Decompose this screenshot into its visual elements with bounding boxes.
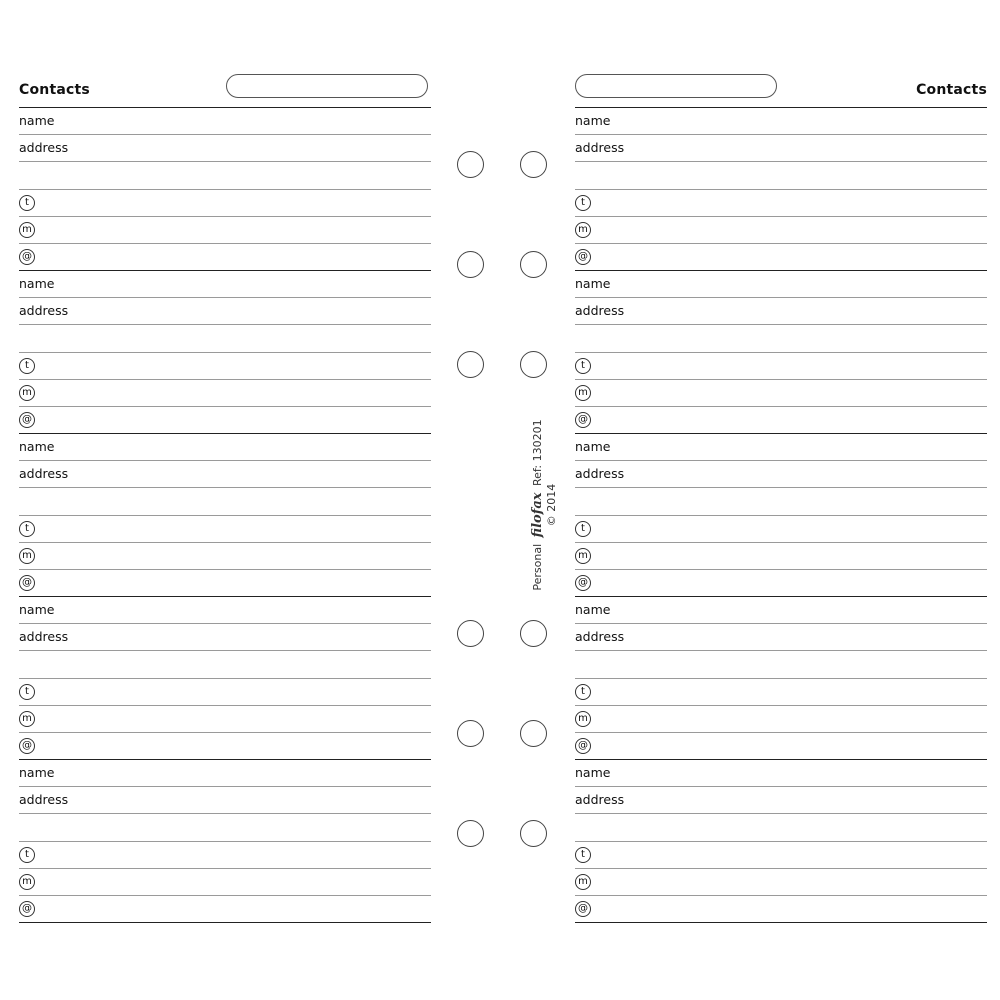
address-line[interactable]	[19, 461, 431, 488]
telephone-icon: t	[575, 195, 591, 211]
name-label: name	[575, 602, 611, 617]
name-line[interactable]	[19, 597, 431, 624]
name-label: name	[575, 276, 611, 291]
email-line[interactable]	[575, 407, 987, 434]
telephone-icon: t	[19, 847, 35, 863]
punch-hole	[520, 151, 547, 178]
telephone-line[interactable]	[575, 190, 987, 217]
name-line[interactable]	[575, 108, 987, 135]
punch-hole	[457, 351, 484, 378]
telephone-icon: t	[575, 521, 591, 537]
address-line-2[interactable]	[19, 488, 431, 515]
imprint-prefix: Personal	[531, 543, 544, 591]
contact-entry	[575, 271, 987, 434]
right-page-header	[575, 72, 987, 108]
mobile-icon: m	[19, 385, 35, 401]
name-label: name	[19, 765, 55, 780]
index-tab	[226, 74, 428, 98]
email-icon: @	[575, 901, 591, 917]
telephone-icon: t	[19, 358, 35, 374]
imprint-ref: Ref: 130201	[531, 419, 544, 486]
mobile-icon: m	[575, 385, 591, 401]
contact-entry	[19, 597, 431, 760]
email-icon: @	[575, 575, 591, 591]
contact-entry	[575, 434, 987, 597]
address-line[interactable]	[19, 135, 431, 162]
address-line[interactable]	[575, 787, 987, 814]
name-label: name	[575, 439, 611, 454]
telephone-line[interactable]	[575, 516, 987, 543]
mobile-line[interactable]	[19, 543, 431, 570]
email-icon: @	[575, 249, 591, 265]
telephone-line[interactable]	[575, 353, 987, 380]
email-line[interactable]	[575, 570, 987, 597]
telephone-line[interactable]	[575, 842, 987, 869]
address-line-2[interactable]	[19, 651, 431, 678]
address-line-2[interactable]	[575, 162, 987, 189]
name-label: name	[19, 113, 55, 128]
punch-hole	[457, 151, 484, 178]
contact-entry	[19, 271, 431, 434]
name-line[interactable]	[575, 271, 987, 298]
name-line[interactable]	[575, 760, 987, 787]
name-label: name	[575, 113, 611, 128]
address-line[interactable]	[575, 461, 987, 488]
telephone-line[interactable]	[19, 190, 431, 217]
name-line[interactable]	[575, 597, 987, 624]
mobile-icon: m	[575, 222, 591, 238]
mobile-icon: m	[19, 874, 35, 890]
telephone-icon: t	[575, 847, 591, 863]
telephone-line[interactable]	[19, 679, 431, 706]
name-line[interactable]	[19, 271, 431, 298]
address-label: address	[19, 303, 69, 319]
telephone-line[interactable]	[19, 516, 431, 543]
name-label: name	[19, 439, 55, 454]
telephone-icon: t	[19, 521, 35, 537]
imprint-copyright: © 2014	[545, 483, 558, 527]
punch-hole	[520, 251, 547, 278]
telephone-icon: t	[19, 684, 35, 700]
mobile-icon: m	[575, 548, 591, 564]
contact-entry	[575, 760, 987, 923]
name-line[interactable]	[575, 434, 987, 461]
email-line[interactable]	[575, 244, 987, 271]
email-icon: @	[575, 412, 591, 428]
mobile-line[interactable]	[575, 543, 987, 570]
mobile-line[interactable]	[575, 380, 987, 407]
address-label: address	[575, 792, 625, 808]
address-line[interactable]	[19, 787, 431, 814]
email-icon: @	[19, 738, 35, 754]
address-label: address	[575, 303, 625, 319]
punch-hole	[520, 720, 547, 747]
mobile-icon: m	[19, 222, 35, 238]
email-line[interactable]	[19, 896, 431, 923]
email-line[interactable]	[19, 244, 431, 271]
mobile-line[interactable]	[575, 217, 987, 244]
mobile-icon: m	[19, 548, 35, 564]
address-line-2[interactable]	[575, 814, 987, 841]
mobile-line[interactable]	[19, 217, 431, 244]
email-line[interactable]	[19, 407, 431, 434]
address-line[interactable]	[575, 135, 987, 162]
mobile-line[interactable]	[19, 706, 431, 733]
email-line[interactable]	[19, 733, 431, 760]
name-label: name	[19, 602, 55, 617]
filofax-imprint	[530, 419, 558, 590]
address-label: address	[575, 466, 625, 482]
mobile-icon: m	[19, 711, 35, 727]
address-label: address	[19, 140, 69, 156]
email-line[interactable]	[575, 733, 987, 760]
address-line-2[interactable]	[575, 488, 987, 515]
mobile-icon: m	[575, 711, 591, 727]
punch-hole	[520, 820, 547, 847]
telephone-line[interactable]	[19, 842, 431, 869]
index-tab	[575, 74, 777, 98]
brand-logo: filofax	[530, 492, 545, 538]
address-line[interactable]	[19, 298, 431, 325]
punch-hole	[457, 620, 484, 647]
punch-hole	[457, 251, 484, 278]
page-title: Contacts	[916, 82, 987, 98]
mobile-line[interactable]	[575, 869, 987, 896]
name-label: name	[575, 765, 611, 780]
punch-hole	[520, 620, 547, 647]
name-line[interactable]	[19, 760, 431, 787]
address-line[interactable]	[19, 624, 431, 651]
email-icon: @	[19, 412, 35, 428]
address-line[interactable]	[575, 624, 987, 651]
mobile-line[interactable]	[19, 869, 431, 896]
email-line[interactable]	[575, 896, 987, 923]
address-label: address	[575, 140, 625, 156]
address-line-2[interactable]	[19, 814, 431, 841]
contact-entry	[19, 108, 431, 271]
telephone-icon: t	[575, 358, 591, 374]
email-icon: @	[19, 901, 35, 917]
name-line[interactable]	[19, 434, 431, 461]
email-line[interactable]	[19, 570, 431, 597]
punch-hole	[457, 720, 484, 747]
name-label: name	[19, 276, 55, 291]
punch-hole	[520, 351, 547, 378]
address-line[interactable]	[575, 298, 987, 325]
mobile-icon: m	[575, 874, 591, 890]
address-line-2[interactable]	[575, 651, 987, 678]
contact-entry	[19, 434, 431, 597]
address-label: address	[575, 629, 625, 645]
contact-entry	[575, 108, 987, 271]
mobile-line[interactable]	[575, 706, 987, 733]
contact-entry	[575, 597, 987, 760]
email-icon: @	[575, 738, 591, 754]
page-title: Contacts	[19, 82, 90, 98]
telephone-icon: t	[575, 684, 591, 700]
telephone-line[interactable]	[19, 353, 431, 380]
telephone-icon: t	[19, 195, 35, 211]
punch-hole	[457, 820, 484, 847]
contact-entry	[19, 760, 431, 923]
address-label: address	[19, 466, 69, 482]
address-line-2[interactable]	[575, 325, 987, 352]
address-line-2[interactable]	[19, 162, 431, 189]
mobile-line[interactable]	[19, 380, 431, 407]
address-label: address	[19, 629, 69, 645]
email-icon: @	[19, 575, 35, 591]
address-line-2[interactable]	[19, 325, 431, 352]
name-line[interactable]	[19, 108, 431, 135]
address-label: address	[19, 792, 69, 808]
telephone-line[interactable]	[575, 679, 987, 706]
left-page-header	[19, 72, 431, 108]
email-icon: @	[19, 249, 35, 265]
